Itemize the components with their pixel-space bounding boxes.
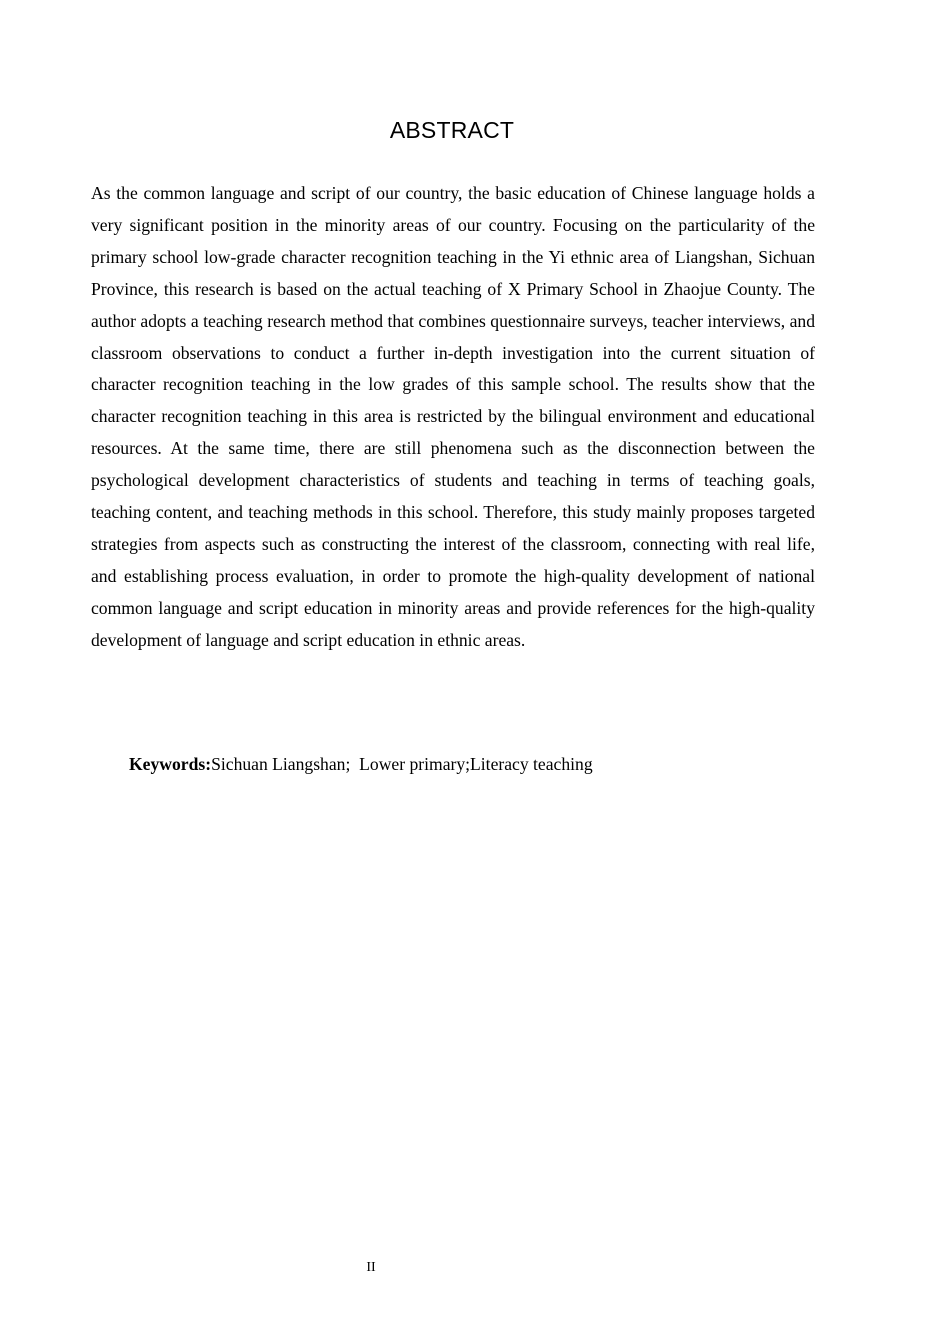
abstract-body: As the common language and script of our country, the basic education of Chinese language holds a very significant position in the minority areas of our country. Focusing on the particularity of the primary school low-grade character recognition teaching in the Yi ethnic area of Liangshan, Sichuan Province, this research is based on the actual teaching of X Primary School in Zhaojue County. The author adopts a teaching research method that combines questionnaire surveys, teacher interviews, and classroom observations to conduct a further in-depth investigation into the current situation of character recognition teaching in the low grades of this sample school. The results show that the character recognition teaching in this area is restricted by the bilingual environment and educational resources. At the same time, there are still phenomena such as the disconnection between the psychological development characteristics of students and teaching in terms of teaching goals, teaching content, and teaching methods in this school. Therefore, this study mainly proposes targeted strategies from aspects such as constructing the interest of the classroom, connecting with real life, and establishing process evaluation, in order to promote the high-quality development of national common language and script education in minority areas and provide references for the high-quality development of language and script education in ethnic areas. (91, 183, 815, 650)
keywords-label: Keywords: (129, 754, 212, 774)
keywords-line (129, 749, 829, 781)
abstract-title: ABSTRACT (389, 117, 515, 143)
page-number: II (366, 1260, 376, 1275)
keywords-text: Sichuan Liangshan; Lower primary;Literacy teaching (211, 754, 593, 774)
